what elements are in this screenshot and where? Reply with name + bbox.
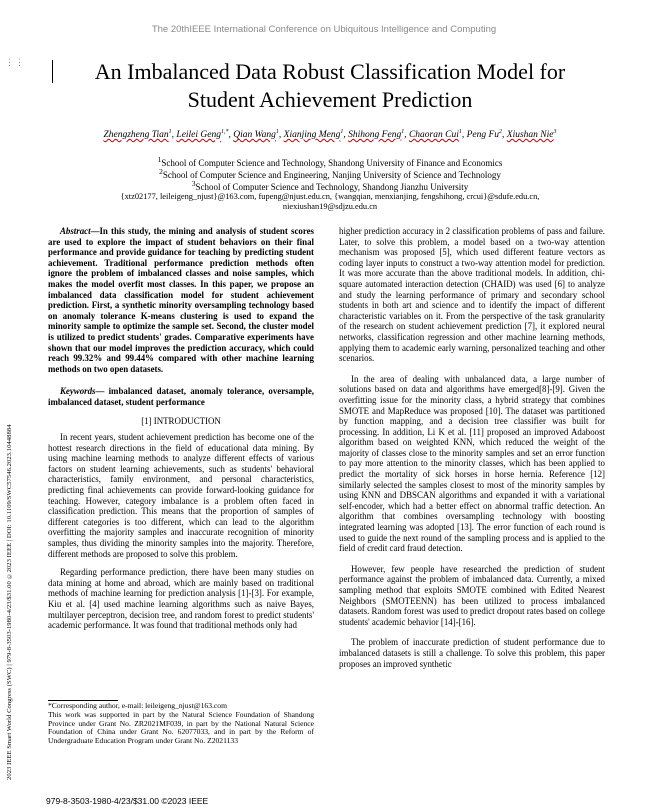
affiliation-1: $^1$School of Computer Science and Technology, Shandong University of Finance and Economics [157, 155, 503, 168]
author: Peng Fu$^2$ [466, 129, 503, 141]
paragraph[interactable]: higher prediction accuracy in 2 classification problems of pass and failure. Later, to solve this problem, a model based on a two-way attention mechanism was proposed [5], which used different feature vectors as coding layer inputs to construct a two-way attention model for prediction. It was more accurate than the above traditional models. In addition, chi-square automated interaction detection (CHAID) was used [6] to analyze and study the learning performance of primary and secondary school students in both art and science and to identify the impact of different characteristic variables on it. From the perspective of the task granularity of the research on student achievement prediction [7], it explored neural networks, classification regression and other machine learning methods, applying them to academic early warning, personalized teaching and other scenarios. [339, 226, 605, 364]
author: Leilei Geng$^{1,*}$ [176, 129, 229, 141]
paragraph[interactable]: In recent years, student achievement prediction has become one of the hottest research directions in the field of educational data mining. By using machine learning methods to analyze different effects of various factors on student learning achievements, such as students' behavioral characteristics, family environment, and personal characteristics, predicting final achievements can provide forward-looking guidance for teaching. However, category imbalance is a problem often faced in classification prediction. This means that the proportion of samples of different categories is too different, which can lead to the algorithm overfitting the majority samples and inaccurate recognition of minority samples, thus dividing the minority samples into the majority. Therefore, different methods are proposed to solve this problem. [48, 432, 314, 559]
affiliation-3: $^3$School of Computer Science and Technology, Shandong Jianzhu University [191, 179, 469, 192]
paper-title[interactable] [30, 58, 630, 114]
left-column [48, 226, 314, 631]
footnotes [48, 702, 314, 746]
paragraph[interactable]: However, few people have researched the prediction of student performance against the problem of imbalanced data. Currently, a mixed sampling method that exploits SMOTE combined with Edited Nearest Neighbors (SMOTEENN) has been utilized to process imbalanced datasets. Random forest was used to predict dropout rates based on college students' academic behavior [14]-[16]. [339, 563, 605, 627]
author-emails: {xtz02177, leileigeng_njust}@163.com, fupeng@njust.edu.cn, {wangqian, menxianjing, fengshihong, crcui}@sdufe.edu.cn, niexiushan19@sdjzu.edu.cn [120, 192, 540, 211]
title-line-2: Student Achievement Prediction [187, 87, 473, 112]
author: Chaoran Cui$^1$ [408, 129, 462, 141]
keywords[interactable]: Keywords— imbalanced dataset, anomaly tolerance, oversample, imbalanced dataset, student performance [48, 386, 314, 407]
affiliation-2: $^2$School of Computer Science and Engineering, Nanjing University of Science and Technology [159, 167, 501, 180]
paragraph[interactable]: The problem of inaccurate prediction of student performance due to imbalanced datasets is still a challenge. To solve this problem, this paper proposes an improved synthetic [339, 637, 605, 669]
funding-footnote: This work was supported in part by the Natural Science Foundation of Shandong Province under Grant No. ZR2021MF039, in part by the National Natural Science Foundation of China under Grant No. 62077033, and in part by the Reform of Undergraduate Education Program under Grant No. Z2021133 [48, 709, 314, 746]
author-list: Zhengzheng Tian$^1$, Leilei Geng$^{1,*}$, Qian Wang$^1$, Xianjing Meng$^1$, Shihong Feng$^1$, Chaoran Cui$^1$, Peng Fu$^2$, Xiushan Nie$^3$ [103, 129, 557, 141]
author: Shihong Feng$^1$ [348, 129, 405, 141]
drag-handle-icon[interactable]: ⋮⋮ [5, 57, 25, 67]
author: Qian Wang$^1$ [233, 129, 279, 141]
abstract[interactable]: Abstract—In this study, the mining and analysis of student scores are used to explore the impact of student behaviors on their final performance and provide guidance for teaching by predicting student achievement. Traditional performance prediction methods often ignore the problem of imbalanced classes and noise samples, which makes the model overfit most classes. In this paper, we propose an imbalanced data classification model for student achievement prediction. First, a synthetic minority oversampling technology based on anomaly tolerance K-means clustering is used to expand the minority sample to optimize the sample set. Second, the cluster model is utilized to predict students' grades. Comparative experiments have shown that our model improves the prediction accuracy, which could reach 99.32% and 99.44% compared with other machine learning methods on two open datasets. [48, 226, 314, 374]
author: Xiushan Nie$^3$ [506, 129, 557, 141]
title-line-1: An Imbalanced Data Robust Classification Model for [94, 59, 566, 84]
author: Zhengzheng Tian$^1$ [103, 129, 172, 141]
paragraph[interactable]: Regarding performance prediction, there have been many studies on data mining at home and abroad, which are mainly based on traditional methods of machine learning for prediction analysis [1]-[3]. For example, Kiu et al. [4] used machine learning algorithms such as naive Bayes, multilayer perceptron, decision tree, and random forest to predict students' academic performance. It was found that traditional methods only had [48, 567, 314, 631]
right-column [339, 226, 605, 669]
paragraph[interactable]: In the area of dealing with unbalanced data, a large number of solutions based on data and algorithms have emerged[8]-[9]. Given the overfitting issue for the minority class, a hybrid strategy that combines SMOTE and MapReduce was proposed [10]. The dataset was partitioned by function mapping, and a decision tree classifier was built for processing. In addition, Li K et al. [11] proposed an improved Adaboost algorithm based on weighted KNN, which reduced the weight of the majority of classes close to the minority samples and set an error function to pay more attention to the minority classes, which has been applied to predict the mortality of sick horses in horse hernia. Reference [12] similarly selected the samples closest to most of the minority samples by using KNN and DBSCAN algorithms and expanded it with a variational self-encoder, which had a better effect on abnormal traffic detection. An algorithm that combines oversampling technology with boosting integrated learning was adopted [13]. The error function of each round is used to guide the next round of the sampling process and is applied to the field of credit card fraud detection. [339, 373, 605, 554]
author: Xianjing Meng$^1$ [283, 129, 344, 141]
side-citation-label: 2023 IEEE Smart World Congress (SWC) | 979-8-3503-1980-4/23/$31.00 ©2023 IEEE | DOI: 10.1109/SWC57546.2023.10448884 [6, 424, 13, 780]
section-heading-introduction: [1] INTRODUCTION [141, 415, 221, 426]
conference-header: The 20thIEEE International Conference on Ubiquitous Intelligence and Computing [151, 24, 497, 35]
corresponding-author-footnote: *Corresponding author, e-mail: leileigeng_njust@163.com [48, 701, 227, 710]
copyright-notice: 979-8-3503-1980-4/23/$31.00 ©2023 IEEE [46, 796, 209, 806]
